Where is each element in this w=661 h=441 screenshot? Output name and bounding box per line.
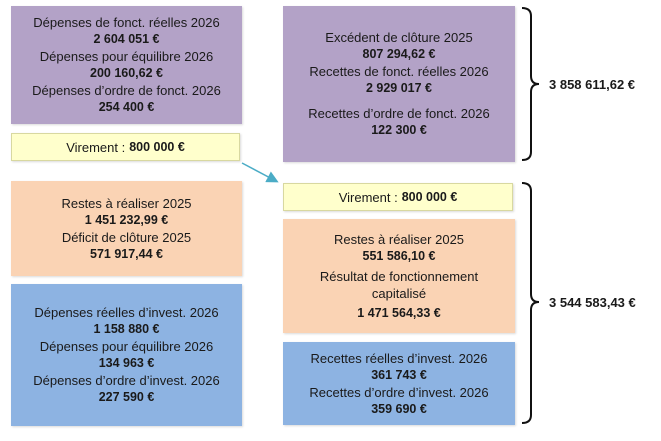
- right-restes-line2-value: 1 471 564,33 €: [357, 305, 441, 320]
- investissement-total: 3 544 583,43 €: [549, 295, 636, 310]
- left-invest-line1-value: 1 158 880 €: [93, 322, 160, 336]
- right-virement-label: Virement :: [338, 189, 398, 205]
- fonctionnement-total: 3 858 611,62 €: [549, 77, 636, 92]
- left-fonct-line2-label: Dépenses pour équilibre 2026: [39, 49, 214, 64]
- investissement-brace: [522, 183, 539, 423]
- right-invest-line2-label: Recettes d’ordre d’invest. 2026: [309, 384, 489, 400]
- left-fonct-line2-value: 200 160,62 €: [90, 66, 163, 80]
- left-invest-line3-value: 227 590 €: [98, 390, 155, 404]
- left-virement-label: Virement :: [66, 139, 126, 155]
- left-restes-line2-label: Déficit de clôture 2025: [61, 229, 192, 245]
- left-fonct-line1-label: Dépenses de fonct. réelles 2026: [33, 15, 220, 30]
- virement-arrow: [242, 163, 276, 181]
- left-virement-value: 800 000 €: [129, 139, 185, 154]
- left-fonct-line3-label: Dépenses d’ordre de fonct. 2026: [32, 83, 221, 98]
- left-invest-line1-label: Dépenses réelles d’invest. 2026: [34, 305, 219, 320]
- right-invest-line1-label: Recettes réelles d’invest. 2026: [310, 350, 488, 366]
- fonctionnement-brace: [522, 8, 539, 160]
- left-fonct-line1-value: 2 604 051 €: [93, 32, 160, 46]
- right-invest-line1-value: 361 743 €: [371, 367, 427, 382]
- right-virement-value: 800 000 €: [401, 189, 458, 204]
- left-restes-line1-value: 1 451 232,99 €: [84, 212, 169, 227]
- right-fonct-line3-value: 122 300 €: [371, 123, 427, 137]
- right-fonct-line3-label: Recettes d’ordre de fonct. 2026: [308, 106, 490, 121]
- right-restes-line1-value: 551 586,10 €: [362, 248, 436, 263]
- right-restes-line2-label: Résultat de fonctionnement capitalisé: [319, 268, 479, 301]
- right-fonct-line2-value: 2 929 017 €: [365, 81, 433, 95]
- right-fonct-line2-label: Recettes de fonct. réelles 2026: [309, 64, 489, 79]
- left-fonct-line3-value: 254 400 €: [98, 100, 155, 114]
- right-fonct-line1-label: Excédent de clôture 2025: [325, 30, 473, 45]
- right-fonct-line1-value: 807 294,62 €: [362, 47, 436, 61]
- right-restes-line1-label: Restes à réaliser 2025: [333, 231, 465, 247]
- right-invest-line2-value: 359 690 €: [371, 401, 427, 416]
- left-restes-line1-label: Restes à réaliser 2025: [61, 195, 192, 211]
- left-invest-line2-label: Dépenses pour équilibre 2026: [39, 339, 214, 354]
- left-invest-line2-value: 134 963 €: [98, 356, 155, 370]
- left-restes-line2-value: 571 917,44 €: [90, 246, 163, 261]
- left-invest-line3-label: Dépenses d’ordre d’invest. 2026: [33, 373, 220, 388]
